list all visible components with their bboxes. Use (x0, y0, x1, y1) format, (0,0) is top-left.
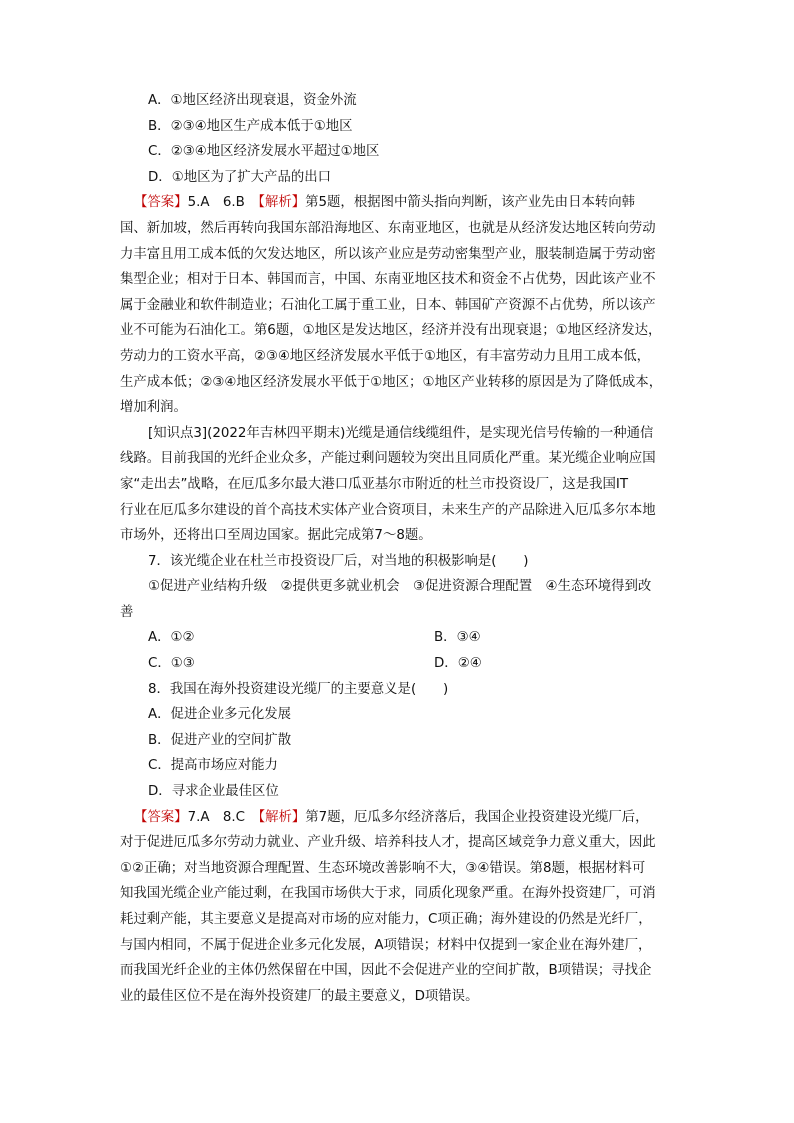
q6-options (120, 88, 682, 190)
option-c: C．②③④地区经济发展水平超过①地区 (148, 144, 380, 160)
material-line: 市场外，还将出口至周边国家。据此完成第7～8题。 (120, 528, 432, 544)
option-b: B．促进产业的空间扩散 (148, 732, 292, 748)
answer-values: 7.A 8.C (187, 809, 259, 825)
question-items-cont: 善 (120, 604, 134, 620)
answer-tag: 【答案】 (134, 195, 188, 211)
option-a: A．①地区经济出现衰退，资金外流 (148, 93, 357, 108)
option-c: C．提高市场应对能力 (148, 758, 278, 774)
answer-block-7-8 (120, 805, 682, 1010)
analysis-line: 生产成本低；②③④地区经济发展水平低于①地区；①地区产业转移的原因是为了降低成本， (120, 374, 663, 390)
analysis-tag: 【解析】 (258, 809, 306, 825)
answer-block-5-6 (120, 190, 682, 420)
analysis-line: 集型企业；相对于日本、韩国而言，中国、东南亚地区技术和资金不占优势，因此该产业不 (120, 272, 656, 288)
material-line: 家“走出去”战略，在厄瓜多尔最大港口瓜亚基尔市附近的杜兰市投资设厂，这是我国IT (120, 476, 629, 492)
analysis-tag: 【解析】 (258, 195, 306, 211)
analysis-line: 属于金融业和软件制造业；石油化工属于重工业，日本、韩国矿产资源不占优势，所以该产 (120, 297, 656, 313)
analysis-line: 与国内相同，不属于促进企业多元化发展，A项错误；材料中仅提到一家企业在海外建厂， (120, 937, 652, 953)
option-d: D．寻求企业最佳区位 (148, 784, 279, 800)
analysis-line: 增加利润。 (120, 400, 187, 416)
analysis-text: 第5题，根据图中箭头指向判断，该产业先由日本转向韩 (305, 195, 636, 211)
option-b: B．②③④地区生产成本低于①地区 (148, 118, 353, 134)
analysis-line: ①②正确；对当地资源合理配置、生态环境改善影响不大，③④错误。第8题，根据材料可 (120, 860, 646, 876)
question-8 (120, 677, 682, 805)
analysis-line: 业不可能为石油化工。第6题，①地区是发达地区，经济并没有出现衰退；①地区经济发达， (120, 323, 662, 339)
option-row (120, 651, 682, 677)
analysis-line: 而我国光纤企业的主体仍然保留在中国，因此不会促进产业的空间扩散，B项错误；寻找企 (120, 963, 652, 979)
answer-first-line (120, 805, 682, 831)
material-line: 行业在厄瓜多尔建设的首个高技术实体产业合资项目，未来生产的产品除进入厄瓜多尔本地 (120, 502, 656, 518)
material-line: 线路。目前我国的光纤企业众多，产能过剩问题较为突出且同质化严重。某光缆企业响应国 (120, 451, 656, 467)
analysis-text: 第7题，厄瓜多尔经济落后，我国企业投资建设光缆厂后， (305, 809, 649, 825)
question-stem: 8．我国在海外投资建设光缆厂的主要意义是( ) (148, 681, 449, 697)
document-page (120, 88, 682, 1009)
option-c: C．①③ (148, 656, 195, 672)
answer-values: 5.A 6.B (187, 195, 259, 211)
analysis-line: 力丰富且用工成本低的欠发达地区，所以该产业应是劳动密集型产业，服装制造属于劳动密 (120, 246, 656, 262)
answer-first-line (120, 190, 682, 216)
analysis-line: 劳动力的工资水平高，②③④地区经济发展水平低于①地区，有丰富劳动力且用工成本低， (120, 348, 651, 364)
analysis-line: 国、新加坡，然后再转向我国东部沿海地区、东南亚地区，也就是从经济发达地区转向劳动 (120, 220, 656, 236)
option-d: D．①地区为了扩大产品的出口 (148, 169, 332, 185)
question-stem: 7．该光缆企业在杜兰市投资设厂后，对当地的积极影响是( ) (148, 553, 529, 569)
knowledge-point-3 (120, 421, 682, 549)
option-d: D．②④ (434, 656, 482, 672)
answer-tag: 【答案】 (134, 809, 188, 825)
question-7 (120, 549, 682, 677)
material-line: [知识点3](2022年吉林四平期末)光缆是通信线缆组件，是实现光信号传输的一种通信 (148, 425, 654, 441)
question-items: ①促进产业结构升级 ②提供更多就业机会 ③促进资源合理配置 ④生态环境得到改 (148, 579, 652, 595)
analysis-line: 对于促进厄瓜多尔劳动力就业、产业升级、培养科技人才，提高区域竞争力意义重大，因此 (120, 835, 656, 851)
option-row (120, 625, 682, 651)
analysis-line: 业的最佳区位不是在海外投资建厂的最主要意义，D项错误。 (120, 988, 479, 1004)
analysis-line: 耗过剩产能，其主要意义是提高对市场的应对能力，C项正确；海外建设的仍然是光纤厂， (120, 912, 652, 927)
option-a: A．促进企业多元化发展 (148, 707, 292, 723)
analysis-line: 知我国光缆企业产能过剩，在我国市场供大于求，同质化现象严重。在海外投资建厂，可消 (120, 886, 656, 902)
option-b: B．③④ (434, 630, 481, 646)
option-a: A．①② (148, 630, 195, 646)
